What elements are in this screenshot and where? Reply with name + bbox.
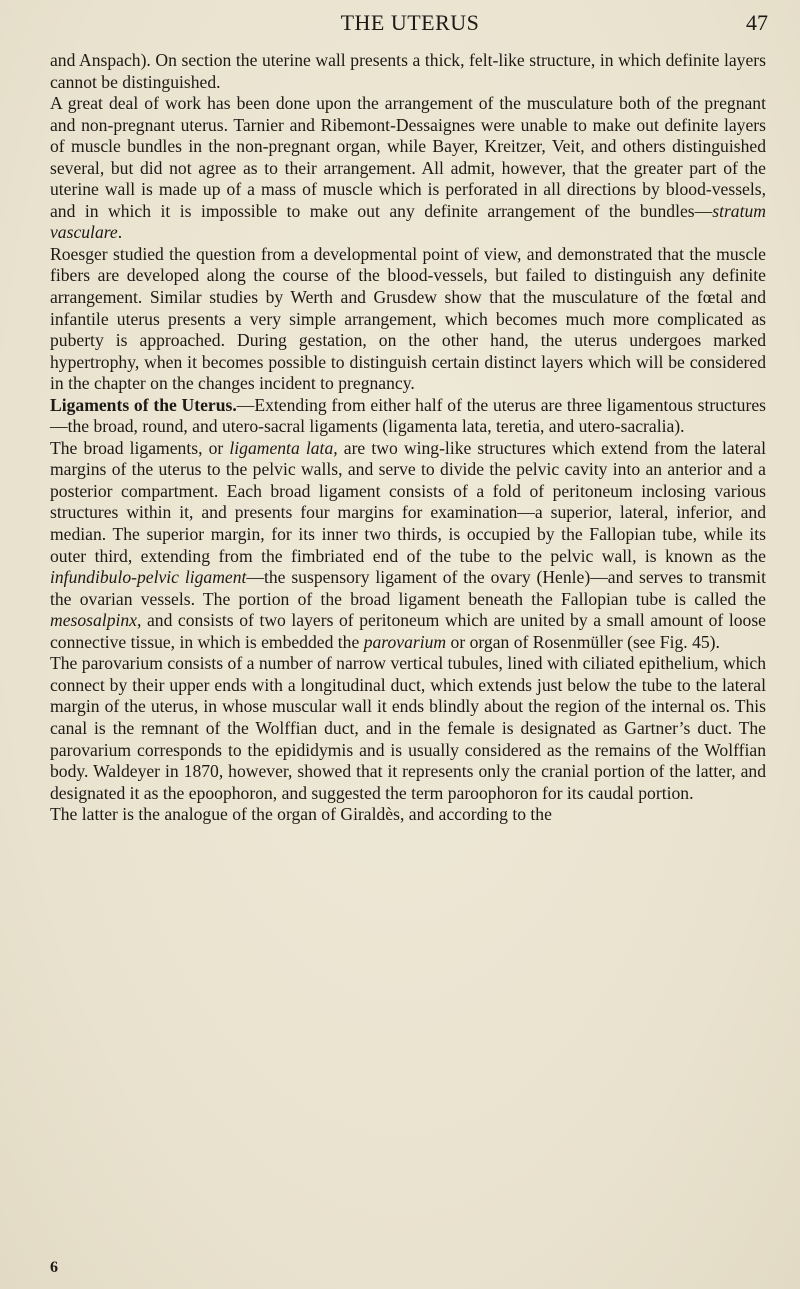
paragraph-6 <box>50 653 766 804</box>
paragraph-1-text: and Anspach). On section the uterine wall presents a thick, felt-like structure, in which definite layers cannot be distinguished. <box>50 50 766 92</box>
paragraph-5 <box>50 438 766 653</box>
paragraph-6-text: The parovarium consists of a number of narrow vertical tubules, lined with ciliated epithelium, which connect by their upper ends with a longitudinal duct, which extends just below the tube to the lateral margin of the uterus, in whose muscular wall it ends blindly about the region of the internal os. This canal is the remnant of the Wolffian duct, and in the female is designated as Gartner’s duct. The parovarium corresponds to the epididymis and is usually considered as the remains of the Wolffian body. Waldeyer in 1870, however, showed that it represents only the cranial portion of the latter, and designated it as the epoophoron, and suggested the term paroophoron for its caudal portion. <box>50 653 766 803</box>
term-ligamenta-lata: ligamenta lata, <box>229 437 338 458</box>
paragraph-2 <box>50 93 766 244</box>
section-heading-ligaments: Ligaments of the Uterus. <box>50 394 237 415</box>
paragraph-3 <box>50 244 766 395</box>
signature-mark: 6 <box>50 1259 58 1276</box>
running-head <box>50 10 770 38</box>
paragraph-2-end: . <box>117 222 123 243</box>
paragraph-5-mid2: —the suspensory ligament of the ovary (Henle)—and serves to transmit the ovarian vessels. The portion of the broad ligament beneath the Fallopian tube is called the <box>50 567 767 609</box>
body-text <box>50 50 766 826</box>
page-number: 47 <box>746 10 768 35</box>
paragraph-4 <box>50 395 766 438</box>
paragraph-7-text: The latter is the analogue of the organ of Giraldès, and according to the <box>50 804 552 825</box>
term-mesosalpinx: mesosalpinx, <box>50 610 142 631</box>
paragraph-2-text: A great deal of work has been done upon the arrangement of the musculature both of the pregnant and non-pregnant uterus. Tarnier and Ribemont-Dessaignes were unable to make out definite layers of muscle bundles in the non-pregnant organ, while Bayer, Kreitzer, Veit, and others distinguished several, but did not agree as to their arrangement. All admit, however, that the greater part of the uterine wall is made up of a mass of muscle which is perforated in all directions by blood-vessels, and in which it is impossible to make out any definite arrangement of the bundles— <box>50 93 766 221</box>
paragraph-7 <box>50 804 766 826</box>
term-parovarium: parovarium <box>363 631 447 652</box>
paragraph-5-mid3: and consists of two layers of peritoneum which are united by a small amount of loose connective tissue, in which is embedded the <box>50 610 766 652</box>
paragraph-4-text: —Extending from either half of the uterus are three ligamentous structures—the broad, round, and utero-sacral ligaments (ligamenta lata, teretia, and utero-sacralia). <box>50 394 766 437</box>
term-infundibulo-pelvic: infundibulo-pelvic ligament <box>50 567 247 588</box>
paragraph-5-mid1: are two wing-like structures which extend from the lateral margins of the uterus to the pelvic walls, and serve to divide the pelvic cavity into an anterior and a posterior compartment. Each broad ligament consists of a fold of peritoneum inclosing various structures within it, and presents four margins for examination—a superior, lateral, inferior, and median. The superior margin, for its inner two thirds, is occupied by the Fallopian tube, while its outer third, extending from the fimbriated end of the tube to the pelvic wall, is known as the <box>50 437 766 566</box>
running-title: THE UTERUS <box>340 10 480 35</box>
paragraph-5-pre: The broad ligaments, or <box>50 437 230 458</box>
paragraph-3-text: Roesger studied the question from a developmental point of view, and demonstrated that the muscle fibers are developed along the course of the blood-vessels, but failed to distinguish any definite arrangement. Similar studies by Werth and Grusdew show that the musculature of the fœtal and infantile uterus presents a very simple arrangement, which becomes much more complicated as puberty is approached. During gestation, on the other hand, the uterus undergoes marked hypertrophy, when it becomes possible to distinguish certain distinct layers which will be considered in the chapter on the changes incident to pregnancy. <box>50 243 766 394</box>
paragraph-5-post: or organ of Rosenmüller (see Fig. 45). <box>446 631 720 652</box>
paragraph-1 <box>50 50 766 93</box>
term-stratum-vasculare: stratum vasculare <box>50 200 766 243</box>
